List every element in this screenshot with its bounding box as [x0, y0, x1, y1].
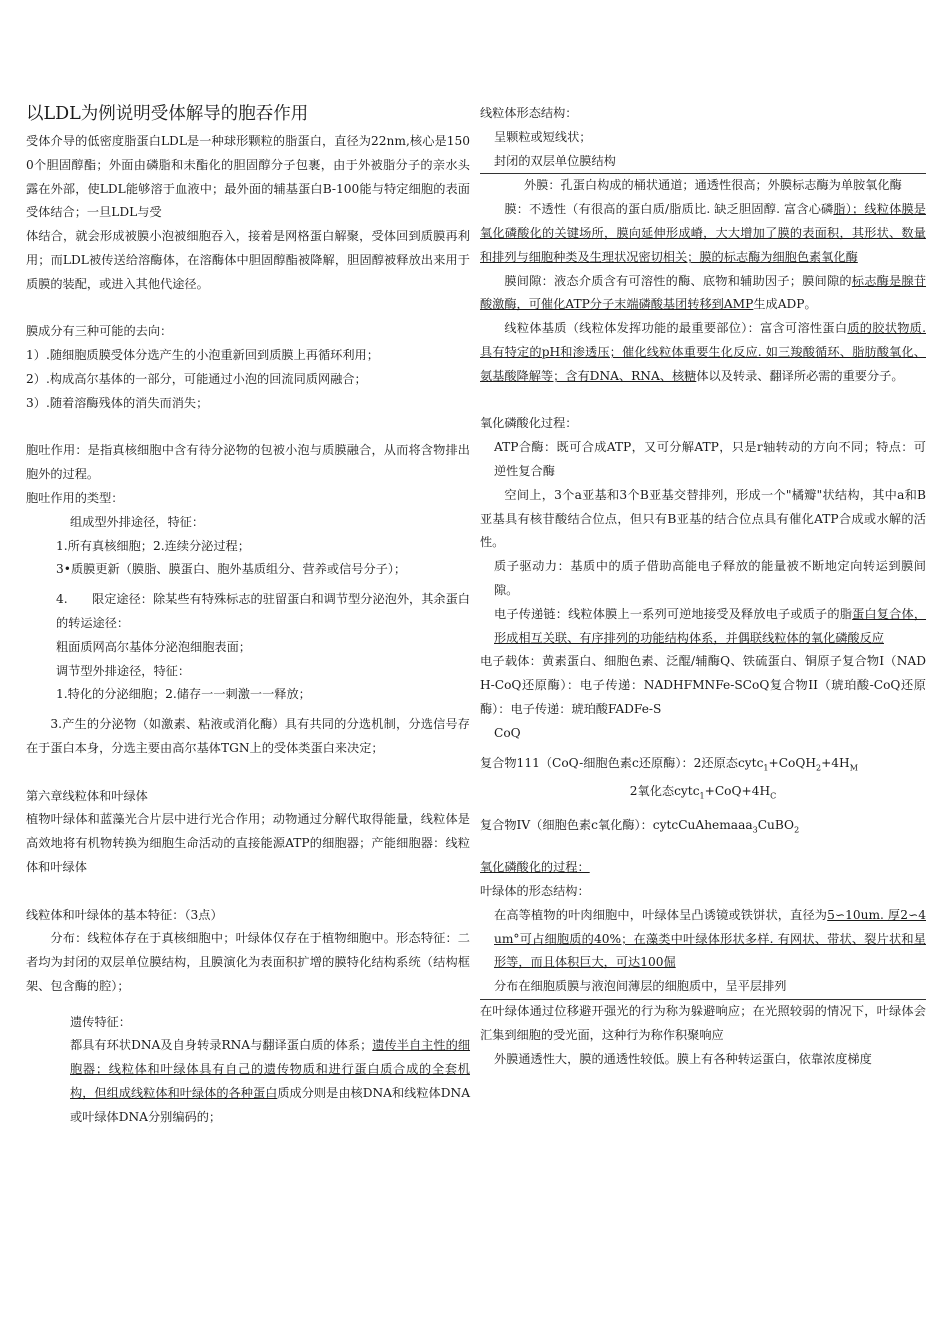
constitutive-feature: 1.所有真核细胞；2.连续分泌过程；	[56, 538, 250, 553]
exocytosis-types-heading: 胞吐作用的类型：	[26, 490, 124, 505]
complex-iii-products: 2氧化态$cytc_1+CoQ+4H_C$	[629, 783, 777, 801]
regulated-feature: 3.产生的分泌物（如激素、粘液或消化酶）具有共同的分选机制，分选信号存在于蛋白本身，分选主要由高尔基体TGN上的受体类蛋白来决定；	[26, 717, 470, 755]
membrane-fate-item: 1）.随细胞质膜受体分选产生的小泡重新回到质膜上再循环利用；	[26, 348, 379, 363]
chapter-heading: 第六章线粒体和叶绿体	[26, 788, 148, 803]
ldl-paragraph-2: 体结合，就会形成被膜小泡被细胞吞入，接着是网格蛋白解聚，受体回到质膜再利用；而LDL被传送给溶酶体，在溶酶体中胆固醇酯被降解，胆固醇被释放出来用于质膜的装配，或进入其他代途径。	[26, 229, 470, 291]
membrane-fate-item: 2）.构成高尔基体的一部分，可能通过小泡的回流同质网融合；	[26, 371, 367, 386]
oxphos-process-heading: 氧化磷酸化的过程：	[480, 860, 590, 875]
chloroplast-distribution: 分布在细胞质膜与液泡间薄层的细胞质中，呈平层排列	[494, 979, 787, 994]
exocytosis-definition: 胞吐作用：是指真核细胞中含有待分泌物的包被小泡与质膜融合，从而将含物排出胞外的过程。	[26, 443, 470, 482]
oxphos-heading: 氧化磷酸化过程：	[480, 416, 578, 431]
constitutive-pathway: 组成型外排途径，特征：	[70, 514, 205, 529]
inner-membrane: 膜：不透性（有很高的蛋白质/脂质比. 缺乏胆固醇. 富含心磷脂）；线粒体膜是氧化磷酸化的关键场所，膜向延伸形成嵴，大大增加了膜的表面积，其形状、数量和排列与细胞种类及生理状况密切相关；膜的标志酶为细胞色素氧化酶	[480, 202, 926, 264]
chloroplast-structure-heading: 叶绿体的形态结构：	[480, 884, 590, 899]
genetic-features-text: 都具有环状DNA及自身转录RNA与翻译蛋白质的体系；遗传半自主性的细胞器；线粒体和叶绿体具有自己的遗传物质和进行蛋白质合成的全套机构，但组成线粒体和叶绿体的各种蛋白质成分则是由核DNA和线粒体DNA或叶绿体DNA分别编码的；	[70, 1038, 471, 1124]
energy-organelles: 植物叶绿体和蓝藻光合片层中进行光合作用；动物通过分解代取得能量，线粒体是高效地将有机物转换为细胞生命活动的直接能源ATP的细胞器；产能细胞器：线粒体和叶绿体	[26, 812, 470, 874]
ldl-paragraph-1: 受体介导的低密度脂蛋白LDL是一种球形颗粒的脂蛋白，直径为22nm,核心是1500个胆固醇酯；外面由磷脂和未酯化的胆固醇分子包裹，由于外被脂分子的亲水头露在外部，使LDL能够溶于血液中；最外面的辅基蛋白B-100能与特定细胞的表面受体结合；一旦LDL与受	[26, 134, 470, 220]
coq-label: CoQ	[494, 725, 521, 740]
complex-iv: 复合物IV（细胞色素c氧化酶）：cytcCuAhemaaa$_3$CuBO$_2$	[480, 817, 800, 835]
genetic-features-heading: 遗传特征：	[70, 1014, 131, 1029]
intermembrane-space: 膜间隙：液态介质含有可溶性的酶、底物和辅助因子；膜间隙的标志酶是腺苷酸激酶，可催化ATP分子末端磷酸基团转移到AMP生成ADP。	[480, 273, 927, 312]
constitutive-feature: 3•质膜更新（膜脂、膜蛋白、胞外基质组分、营养或信号分子）；	[56, 562, 407, 577]
mito-membrane: 封闭的双层单位膜结构	[494, 153, 616, 168]
outer-membrane-permeability: 外膜通透性大，膜的通透性较低。膜上有各种转运蛋白，依靠浓度梯度	[494, 1051, 872, 1066]
regulated-feature: 1.特化的分泌细胞；2.储存一一刺激一一释放；	[56, 687, 311, 702]
mito-shape: 呈颗粒或短线状；	[494, 129, 592, 144]
membrane-fate-heading: 膜成分有三种可能的去向：	[26, 324, 173, 339]
complex-iii: 复合物111（CoQ-细胞色素c还原酶）：2还原态$cytc_1+CoQH_2+4H_M$	[480, 755, 858, 772]
regulated-pathway: 调节型外排途径，特征：	[56, 663, 191, 678]
right-column	[480, 102, 926, 1071]
basic-features-heading: 线粒体和叶绿体的基本特征：（3点）	[26, 907, 223, 922]
mito-matrix: 线粒体基质（线粒体发挥功能的最重要部位）：富含可溶性蛋白质的胶状物质. 具有特定的pH和渗透压；催化线粒体重要生化反应. 如三羧酸循环、脂肪酸氧化、氨基酸降解等；含有DNA、RNA、核糖体以及转录、翻译所必需的重要分子。	[480, 321, 926, 383]
limited-pathway: 4. 限定途径：除某些有特殊标志的驻留蛋白和调节型分泌泡外，其余蛋白的转运途径：	[56, 592, 470, 630]
atp-synthase: ATP合酶：既可合成ATP，又可分解ATP，只是r轴转动的方向不同；特点：可逆性复合酶	[494, 440, 926, 478]
mito-structure-heading: 线粒体形态结构：	[480, 106, 578, 120]
membrane-fate-item: 3）.随着溶酶残体的消失而消失；	[26, 395, 209, 410]
outer-membrane: 外膜：孔蛋白构成的桶状通道；通透性很高；外膜标志酶为单胺氧化酶	[524, 178, 902, 193]
proton-motive-force: 质子驱动力：基质中的质子借助高能电子释放的能量被不断地定向转运到膜间隙。	[494, 559, 926, 597]
left-column	[26, 102, 470, 1130]
electron-carriers: 电子载体：黄素蛋白、细胞色素、泛醌/辅酶Q、铁硫蛋白、铜原子复合物I（NADH-CoQ还原酶）：电子传递：NADHFMNFe-SCoQ复合物II（琥珀酸-CoQ还原酶）：电子传递：琥珀酸FADFe-S	[480, 654, 926, 716]
avoidance-response: 在叶绿体通过位移避开强光的行为称为躲避响应；在光照较弱的情况下，叶绿体会汇集到细胞的受光面，这种行为称作积聚响应	[480, 1004, 926, 1042]
chloroplast-shape: 在高等植物的叶肉细胞中，叶绿体呈凸诱镜或铁饼状，直径为5∽10um. 厚2∽4um°可占细胞质的40%；在藻类中叶绿体形状多样. 有网状、带状、裂片状和星形等，而且体积巨大，可达100倔	[494, 907, 926, 970]
electron-transport-chain: 电子传递链：线粒体膜上一系列可逆地接受及释放电子或质子的脂蛋白复合体，形成相互关联、有序排列的功能结构体系，并偶联线粒体的氧化磷酸反应	[494, 606, 927, 645]
atp-synthase-structure: 空间上，3个a亚基和3个B亚基交替排列，形成一个"橘瓣"状结构，其中a和B亚基具有核苷酸结合位点，但只有B亚基的结合位点具有催化ATP合成或水解的活性。	[480, 487, 926, 550]
rer-golgi-path: 粗面质网高尔基体分泌泡细胞表面；	[56, 639, 251, 654]
section-title: 以LDL为例说明受体解导的胞吞作用	[26, 104, 309, 124]
distribution-morphology: 分布：线粒体存在于真核细胞中；叶绿体仅存在于植物细胞中。形态特征：二者均为封闭的双层单位膜结构，且膜演化为表面积扩增的膜特化结构系统（结构框架、包含酶的腔）；	[26, 931, 470, 993]
